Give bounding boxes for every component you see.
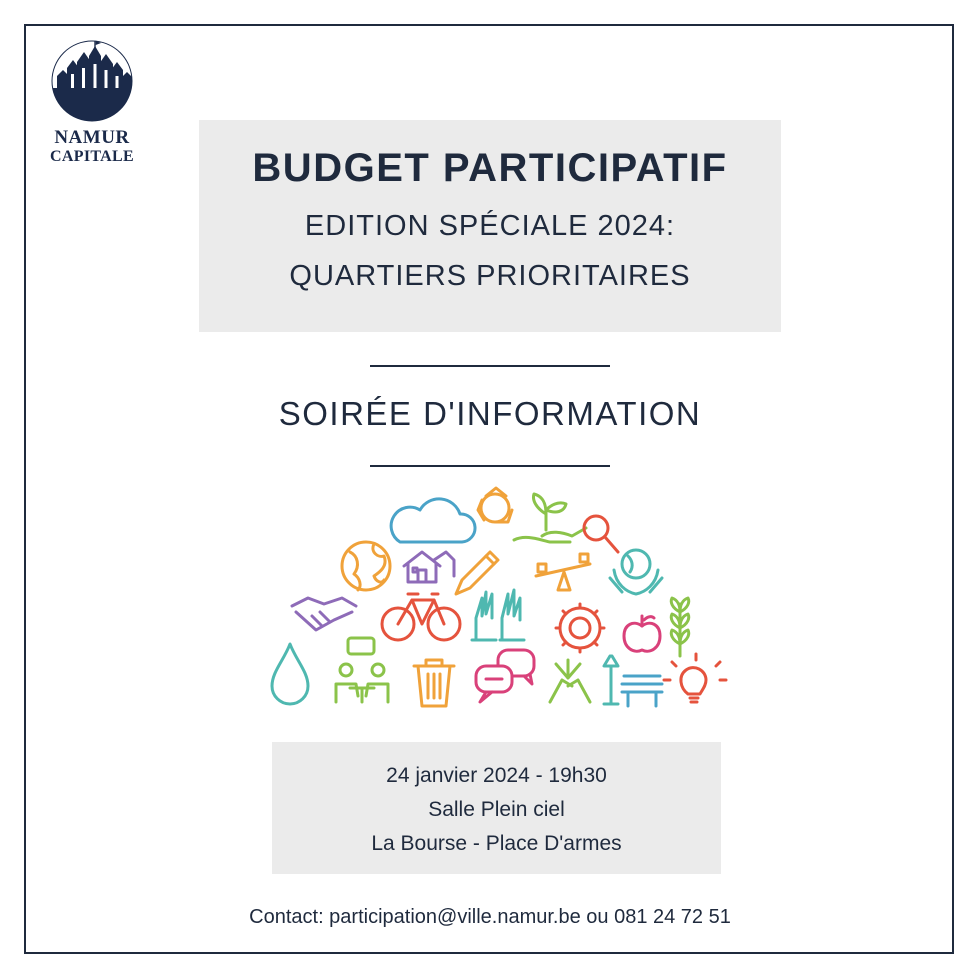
event-name: SOIRÉE D'INFORMATION	[278, 395, 702, 432]
joined-hands-icon	[550, 660, 590, 702]
globe-icon	[342, 542, 390, 590]
street-lamp-icon	[604, 656, 618, 704]
seesaw-icon	[536, 554, 590, 590]
handshake-icon	[292, 598, 356, 630]
namur-citadel-logo-icon	[51, 40, 133, 122]
earth-in-hands-icon	[610, 550, 662, 594]
speech-bubbles-icon	[476, 650, 534, 702]
cloud-icon	[391, 499, 475, 542]
lightbulb-icon	[664, 654, 726, 702]
logo-line1: NAMUR	[54, 127, 130, 148]
houses-icon	[404, 552, 454, 582]
event-room: Salle Plein ciel	[428, 798, 565, 821]
wheat-icon	[671, 598, 688, 656]
bench-icon	[622, 676, 662, 706]
subtitle-line2: QUARTIERS PRIORITAIRES	[289, 260, 691, 292]
magnifier-icon	[584, 516, 618, 552]
gear-icon	[556, 604, 604, 652]
plant-in-hand-icon	[514, 494, 586, 542]
event-venue: La Bourse - Place D'armes	[371, 832, 622, 855]
event-details-box	[272, 742, 721, 874]
trash-bin-icon	[414, 660, 454, 706]
bicycle-icon	[382, 594, 460, 640]
event-date-time: 24 janvier 2024 - 19h30	[386, 764, 607, 787]
divider-top	[370, 365, 610, 367]
raised-hands-icon	[472, 590, 524, 640]
page-title: BUDGET PARTICIPATIF	[252, 146, 728, 190]
apple-icon	[624, 616, 660, 651]
divider-bottom	[370, 465, 610, 467]
subtitle-line1: EDITION SPÉCIALE 2024:	[304, 210, 676, 242]
logo-line2: CAPITALE	[50, 148, 134, 165]
recycle-icon	[478, 488, 512, 522]
community-icons-illustration	[250, 480, 730, 720]
namur-capitale-logo	[44, 40, 140, 165]
pencil-icon	[456, 552, 498, 594]
water-drop-icon	[272, 644, 308, 704]
meeting-icon	[336, 638, 388, 702]
contact-line: Contact: participation@ville.namur.be ou 081 24 72 51	[249, 906, 731, 928]
title-box	[199, 120, 781, 332]
